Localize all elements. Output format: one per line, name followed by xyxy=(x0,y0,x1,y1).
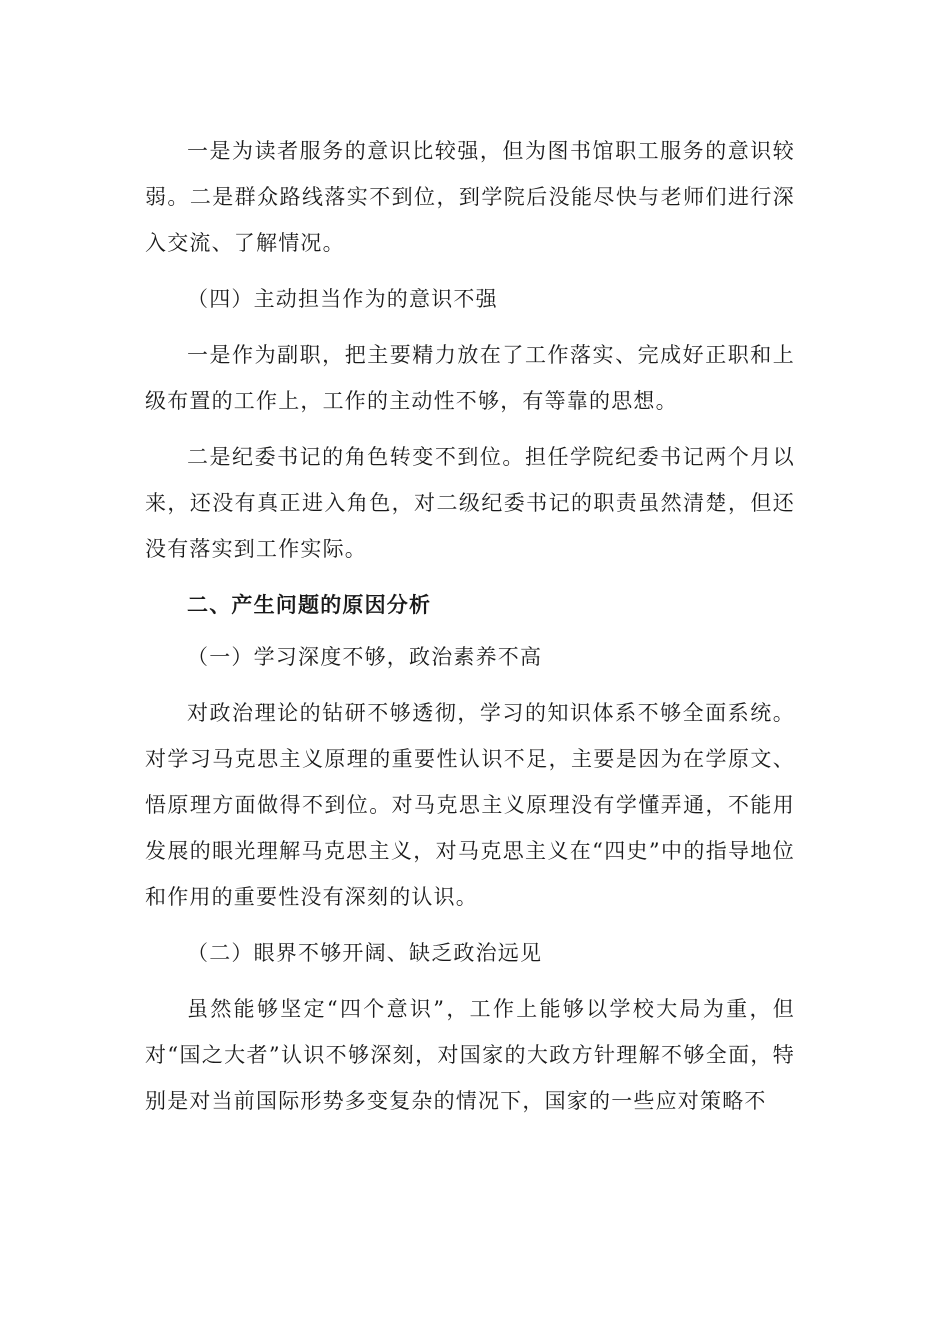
paragraph-political-theory: 对政治理论的钻研不够透彻，学习的知识体系不够全面系统。对学习马克思主义原理的重要性认识不足，主要是因为在学原文、悟原理方面做得不到位。对马克思主义原理没有学懂弄通，不能用发展的眼光理解马克思主义，对马克思主义在“四史”中的指导地位和作用的重要性没有深刻的认识。 xyxy=(145,701,795,909)
subheading-study-depth: （一）学习深度不够，政治素养不高 xyxy=(187,645,543,669)
subheading-initiative: （四）主动担当作为的意识不强 xyxy=(187,287,498,311)
section-heading-cause-analysis: 二、产生问题的原因分析 xyxy=(187,593,432,617)
paragraph-discipline-secretary: 二是纪委书记的角色转变不到位。担任学院纪委书记两个月以来，还没有真正进入角色，对二级纪委书记的职责虽然清楚，但还没有落实到工作实际。 xyxy=(145,445,795,561)
paragraph-four-consciousness: 虽然能够坚定“四个意识”，工作上能够以学校大局为重，但对“国之大者”认识不够深刻，对国家的大政方针理解不够全面，特别是对当前国际形势多变复杂的情况下，国家的一些应对策略不 xyxy=(145,997,795,1113)
document-body xyxy=(145,128,795,1134)
subheading-vision: （二）眼界不够开阔、缺乏政治远见 xyxy=(187,941,543,965)
paragraph-deputy-role: 一是作为副职，把主要精力放在了工作落实、完成好正职和上级布置的工作上，工作的主动性不够，有等靠的思想。 xyxy=(145,343,795,413)
paragraph-service-awareness: 一是为读者服务的意识比较强，但为图书馆职工服务的意识较弱。二是群众路线落实不到位，到学院后没能尽快与老师们进行深入交流、了解情况。 xyxy=(145,139,795,255)
